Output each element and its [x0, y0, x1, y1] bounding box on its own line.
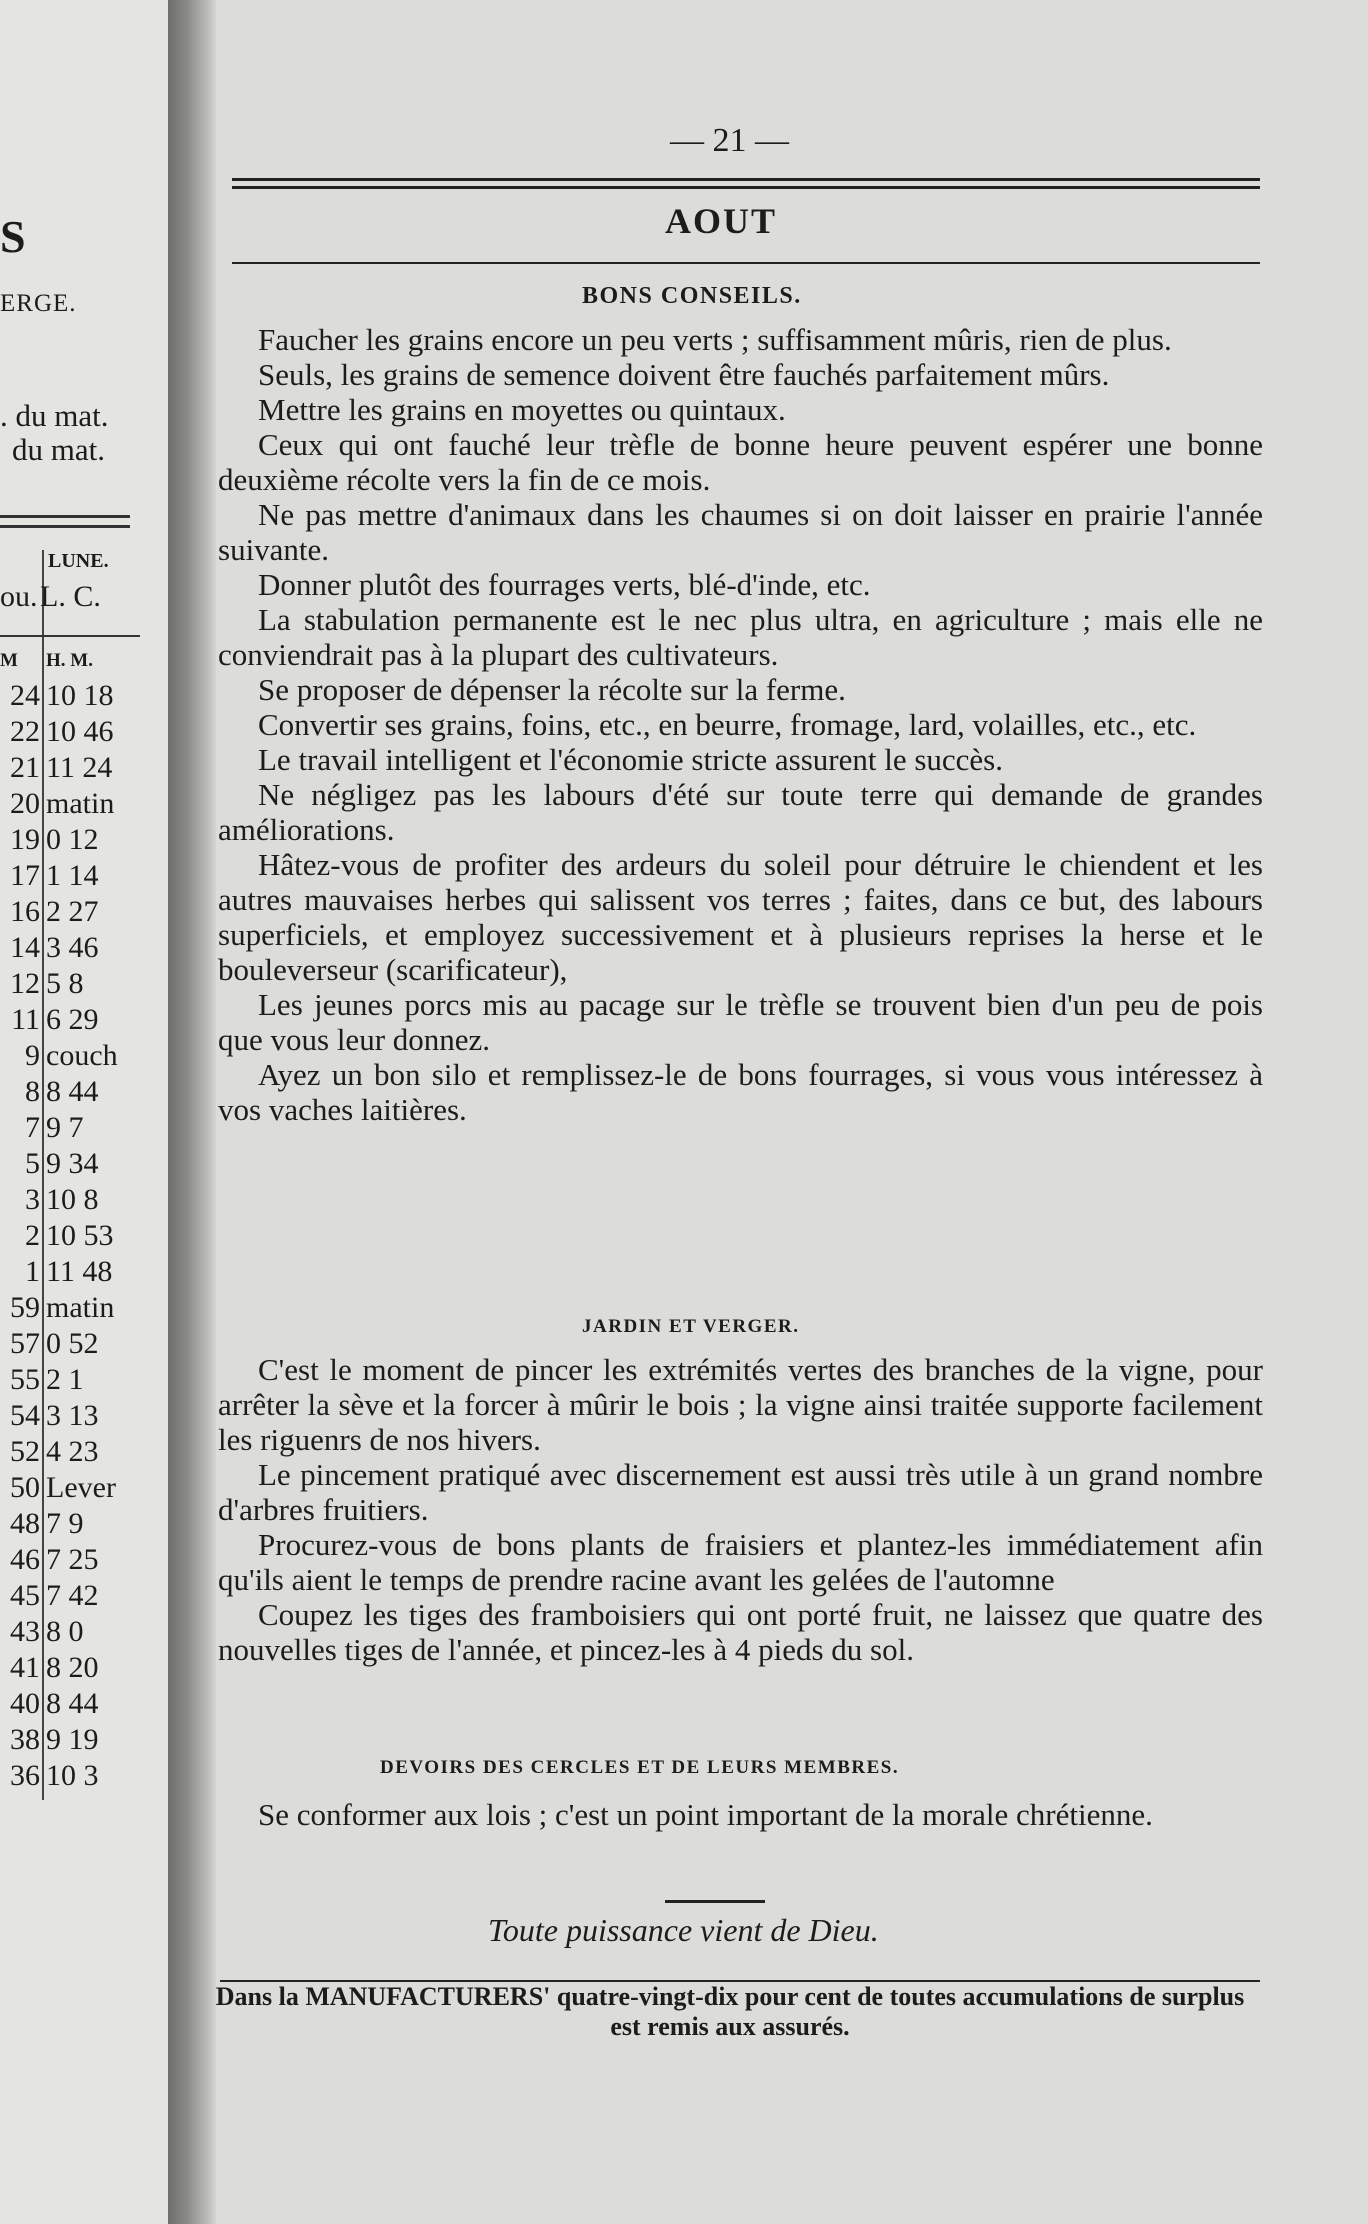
table-cell: 41	[10, 1651, 40, 1684]
table-row	[0, 1038, 140, 1074]
table-cell: 9 34	[46, 1147, 99, 1180]
section-body-jardin	[218, 1352, 1263, 1667]
paragraph: Seuls, les grains de semence doivent être fauchés parfaitement mûrs.	[258, 357, 1110, 392]
table-cell: 48	[10, 1507, 40, 1540]
table-cell: 40	[10, 1687, 40, 1720]
left-heading-fragment: ERGE.	[0, 290, 77, 317]
table-row	[0, 1578, 140, 1614]
table-cell: 1 14	[46, 859, 99, 892]
table-cell: 10 8	[46, 1183, 99, 1216]
table-row	[0, 1218, 140, 1254]
main-page	[200, 0, 1368, 2224]
column-header-lc: L. C.	[40, 580, 101, 613]
paragraph: Les jeunes porcs mis au pacage sur le trèfle se trouvent bien d'un peu de pois que vous leur donnez.	[218, 987, 1263, 1057]
table-cell: 9	[25, 1039, 40, 1072]
table-cell: 1	[25, 1255, 40, 1288]
table-cell: 8 0	[46, 1615, 84, 1648]
table-cell: 7 9	[46, 1507, 84, 1540]
paragraph: Le travail intelligent et l'économie stricte assurent le succès.	[258, 742, 1003, 777]
divider	[0, 515, 130, 518]
table-cell: Lever	[46, 1471, 116, 1504]
table-row	[0, 1758, 140, 1794]
table-cell: 52	[10, 1435, 40, 1468]
footer-advert: Dans la MANUFACTURERS' quatre-vingt-dix pour cent de toutes accumulations de surplus est remis aux assurés.	[215, 1982, 1245, 2041]
divider	[232, 178, 1260, 181]
table-row	[0, 1110, 140, 1146]
table-cell: 10 18	[46, 679, 114, 712]
table-cell: 11	[11, 1003, 40, 1036]
section-heading-bons-conseils: BONS CONSEILS.	[582, 283, 802, 309]
table-row	[0, 1722, 140, 1758]
table-cell: matin	[46, 1291, 115, 1324]
table-row	[0, 1182, 140, 1218]
table-cell: 7 25	[46, 1543, 99, 1576]
table-row	[0, 1614, 140, 1650]
page-title: AOUT	[665, 201, 778, 241]
table-cell: 7 42	[46, 1579, 99, 1612]
column-subheader: M H. M.	[0, 650, 93, 671]
table-row	[0, 678, 140, 714]
table-cell: 5 8	[46, 967, 84, 1000]
divider	[0, 525, 130, 528]
table-cell: 3 46	[46, 931, 99, 964]
table-cell: 7	[25, 1111, 40, 1144]
paragraph: Se proposer de dépenser la récolte sur la ferme.	[258, 672, 846, 707]
table-row	[0, 1542, 140, 1578]
table-row	[0, 822, 140, 858]
paragraph: Faucher les grains encore un peu verts ; suffisamment mûris, rien de plus.	[258, 322, 1172, 357]
table-cell: 0 12	[46, 823, 99, 856]
table-cell: 46	[10, 1543, 40, 1576]
table-cell: 24	[10, 679, 40, 712]
table-cell: 8 20	[46, 1651, 99, 1684]
table-cell: 0 52	[46, 1327, 99, 1360]
table-row	[0, 1290, 140, 1326]
table-cell: 2	[25, 1219, 40, 1252]
table-cell: 59	[10, 1291, 40, 1324]
table-cell: 11 48	[46, 1255, 113, 1288]
paragraph: Ne négligez pas les labours d'été sur toute terre qui demande de grandes améliorations.	[218, 777, 1263, 847]
table-row	[0, 1002, 140, 1038]
table-cell: 5	[25, 1147, 40, 1180]
table-cell: 54	[10, 1399, 40, 1432]
paragraph: Mettre les grains en moyettes ou quintaux.	[258, 392, 786, 427]
table-cell: 22	[10, 715, 40, 748]
table-row	[0, 1326, 140, 1362]
paragraph: Convertir ses grains, foins, etc., en beurre, fromage, lard, volailles, etc., etc.	[258, 707, 1197, 742]
table-cell: matin	[46, 787, 115, 820]
table-cell: 10 53	[46, 1219, 114, 1252]
table-cell: 36	[10, 1759, 40, 1792]
table-cell: 10 46	[46, 715, 114, 748]
table-cell: 10 3	[46, 1759, 99, 1792]
table-cell: 11 24	[46, 751, 113, 784]
table-row	[0, 930, 140, 966]
column-header-fragment: ou.	[0, 580, 38, 613]
table-cell: 21	[10, 751, 40, 784]
table-cell: 3	[25, 1183, 40, 1216]
table-cell: 43	[10, 1615, 40, 1648]
column-header-lune: LUNE.	[48, 550, 109, 572]
table-cell: 2 1	[46, 1363, 84, 1396]
table-row	[0, 750, 140, 786]
divider	[665, 1900, 765, 1903]
section-body-devoirs	[218, 1797, 1263, 1832]
table-row	[0, 786, 140, 822]
table-row	[0, 1650, 140, 1686]
table-cell: 9 7	[46, 1111, 84, 1144]
table-cell: 55	[10, 1363, 40, 1396]
table-cell: 16	[10, 895, 40, 928]
paragraph: La stabulation permanente est le nec plus ultra, en agriculture ; mais elle ne conviendrait pas à la plupart des cultivateurs.	[218, 602, 1263, 672]
motto: Toute puissance vient de Dieu.	[488, 1912, 879, 1948]
page-number: — 21 —	[670, 122, 789, 159]
table-row	[0, 894, 140, 930]
table-cell: 38	[10, 1723, 40, 1756]
paragraph: Le pincement pratiqué avec discernement est aussi très utile à un grand nombre d'arbres fruitiers.	[218, 1457, 1263, 1527]
left-title-fragment: S	[0, 211, 26, 262]
table-cell: 20	[10, 787, 40, 820]
paragraph: Hâtez-vous de profiter des ardeurs du soleil pour détruire le chiendent et les autres mauvaises herbes qui salissent vos terres ; faites, dans ce but, des labours superficiels, et employez successivement et à plusieurs reprises la herse et le bouleverseur (scarificateur),	[218, 847, 1263, 987]
table-cell: 9 19	[46, 1723, 99, 1756]
table-row	[0, 1398, 140, 1434]
table-row	[0, 1506, 140, 1542]
table-cell: 8	[25, 1075, 40, 1108]
table-cell: 12	[10, 967, 40, 1000]
table-row	[0, 1470, 140, 1506]
table-row	[0, 858, 140, 894]
table-cell: 57	[10, 1327, 40, 1360]
paragraph: Ceux qui ont fauché leur trèfle de bonne heure peuvent espérer une bonne deuxième récolte vers la fin de ce mois.	[218, 427, 1263, 497]
table-row	[0, 1434, 140, 1470]
table-cell: 8 44	[46, 1075, 99, 1108]
table-cell: 6 29	[46, 1003, 99, 1036]
left-text-fragment: du mat.	[12, 432, 105, 467]
table-cell: 45	[10, 1579, 40, 1612]
paragraph: Ne pas mettre d'animaux dans les chaumes si on doit laisser en prairie l'année suivante.	[218, 497, 1263, 567]
left-text-fragment: . du mat.	[0, 398, 109, 433]
divider	[232, 186, 1260, 189]
table-cell: couch	[46, 1039, 118, 1072]
paragraph: Donner plutôt des fourrages verts, blé-d'inde, etc.	[258, 567, 871, 602]
table-row	[0, 1362, 140, 1398]
section-heading-jardin: JARDIN ET VERGER.	[582, 1316, 800, 1337]
section-body-bons-conseils	[218, 322, 1263, 1127]
table-cell: 14	[10, 931, 40, 964]
table-cell: 19	[10, 823, 40, 856]
table-cell: 17	[10, 859, 40, 892]
table-cell: 8 44	[46, 1687, 99, 1720]
table-row	[0, 966, 140, 1002]
table-row	[0, 714, 140, 750]
section-heading-devoirs: DEVOIRS DES CERCLES ET DE LEURS MEMBRES.	[380, 1757, 900, 1778]
table-row	[0, 1686, 140, 1722]
paragraph: Procurez-vous de bons plants de fraisiers et plantez-les immédiatement afin qu'ils aient le temps de prendre racine avant les gelées de l'automne	[218, 1527, 1263, 1597]
paragraph: Coupez les tiges des framboisiers qui ont porté fruit, ne laissez que quatre des nouvelles tiges de l'année, et pincez-les à 4 pieds du sol.	[218, 1597, 1263, 1667]
paragraph: Se conformer aux lois ; c'est un point important de la morale chrétienne.	[258, 1797, 1153, 1832]
left-page-fragment	[0, 0, 168, 2224]
table-row	[0, 1254, 140, 1290]
table-cell: 4 23	[46, 1435, 99, 1468]
paragraph: Ayez un bon silo et remplissez-le de bons fourrages, si vous vous intéressez à vos vaches laitières.	[218, 1057, 1263, 1127]
table-rows	[0, 678, 140, 1794]
table-row	[0, 1146, 140, 1182]
table-cell: 3 13	[46, 1399, 99, 1432]
table-cell: 2 27	[46, 895, 99, 928]
divider	[232, 262, 1260, 264]
table-row	[0, 1074, 140, 1110]
divider	[0, 635, 140, 637]
table-cell: 50	[10, 1471, 40, 1504]
paragraph: C'est le moment de pincer les extrémités vertes des branches de la vigne, pour arrêter la sève et la forcer à mûrir le bois ; la vigne ainsi traitée supporte facilement les riguenrs de nos hivers.	[218, 1352, 1263, 1457]
